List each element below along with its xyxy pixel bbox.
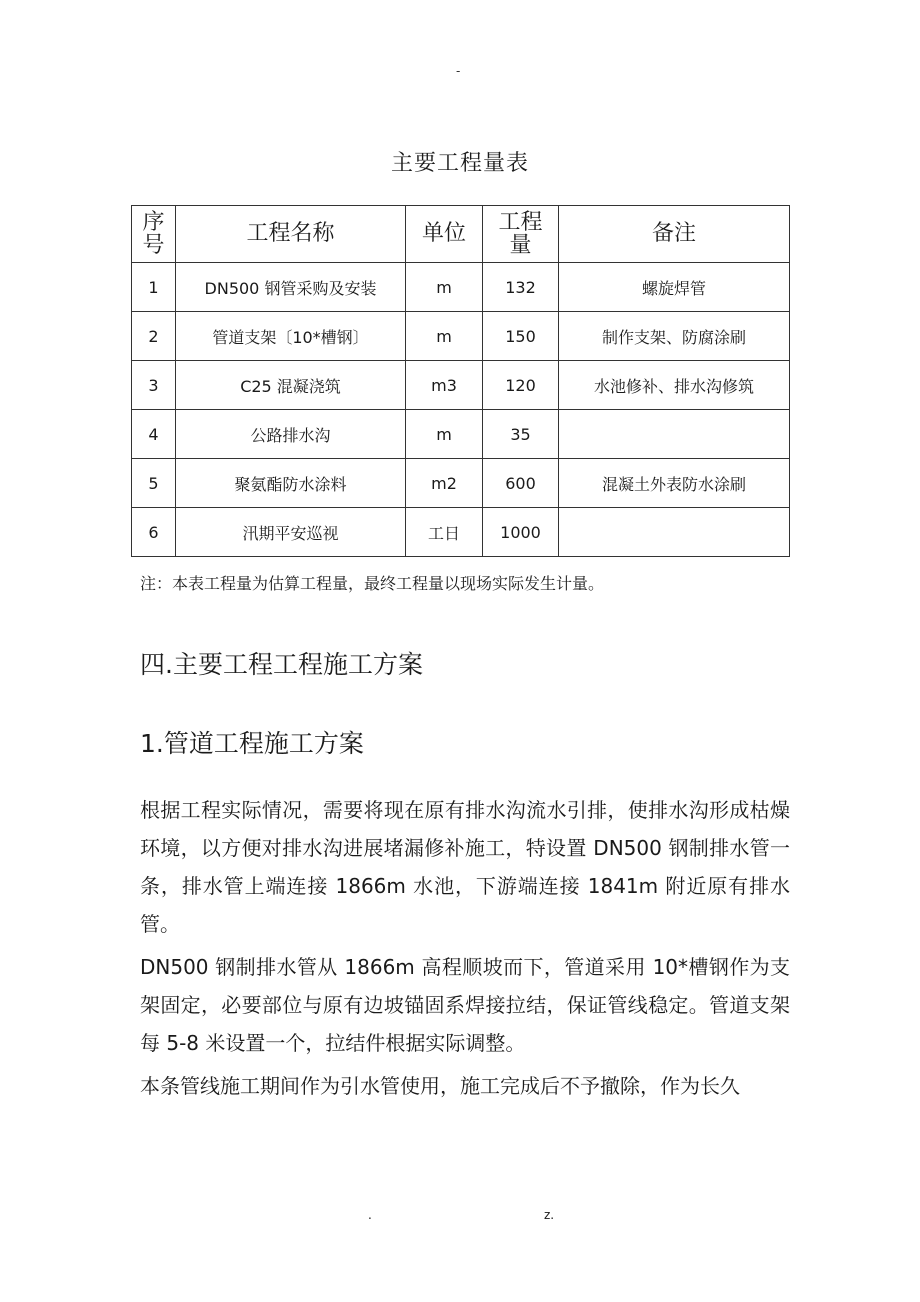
cell-remarks (559, 508, 790, 557)
cell-name: DN500 钢管采购及安装 (176, 263, 406, 312)
header-quantity-line-2: 量 (509, 233, 532, 258)
cell-quantity: 120 (483, 361, 559, 410)
cell-remarks: 水池修补、排水沟修筑 (559, 361, 790, 410)
paragraph: 本条管线施工期间作为引水管使用，施工完成后不予撤除，作为长久 (140, 1074, 740, 1098)
header-quantity-line-1: 工程 (498, 209, 543, 235)
header-name: 工程名称 (176, 206, 406, 263)
cell-unit: m (406, 312, 483, 361)
paragraph: 根据工程实际情况，需要将现在原有排水沟流水引排，使排水沟形成枯燥环境，以方便对排水沟进展堵漏修补施工，特设置 DN500 钢制排水管一条，排水管上端连接 1866m 水池，下游端连接 1841m 附近原有排水管。 (140, 798, 790, 936)
body-text (140, 791, 790, 1110)
header-quantity (483, 206, 559, 263)
section-heading: 四.主要工程工程施工方案 (140, 650, 423, 679)
cell-quantity: 132 (483, 263, 559, 312)
cell-unit: m3 (406, 361, 483, 410)
table-note: 注：本表工程量为估算工程量，最终工程量以现场实际发生计量。 (140, 574, 605, 593)
header-remarks: 备注 (559, 206, 790, 263)
cell-quantity: 600 (483, 459, 559, 508)
table-row (132, 263, 790, 312)
quantity-table (131, 205, 790, 557)
subsection-heading: 1.管道工程施工方案 (140, 729, 364, 758)
cell-index: 1 (132, 263, 176, 312)
cell-remarks: 制作支架、防腐涂刷 (559, 312, 790, 361)
cell-name: 汛期平安巡视 (176, 508, 406, 557)
table-header-row (132, 206, 790, 263)
cell-remarks: 螺旋焊管 (559, 263, 790, 312)
cell-name: 公路排水沟 (176, 410, 406, 459)
table-row (132, 508, 790, 557)
cell-quantity: 35 (483, 410, 559, 459)
cell-index: 6 (132, 508, 176, 557)
cell-index: 3 (132, 361, 176, 410)
header-index-line-1: 序 (142, 209, 165, 235)
cell-remarks: 混凝土外表防水涂刷 (559, 459, 790, 508)
header-unit: 单位 (406, 206, 483, 263)
page-footer-left: . (368, 1208, 372, 1222)
table-row (132, 459, 790, 508)
header-index-line-2: 号 (142, 233, 165, 258)
cell-name: C25 混凝浇筑 (176, 361, 406, 410)
table-row (132, 312, 790, 361)
cell-unit: m (406, 263, 483, 312)
cell-name: 聚氨酯防水涂料 (176, 459, 406, 508)
header-index (132, 206, 176, 263)
cell-index: 5 (132, 459, 176, 508)
cell-name: 管道支架〔10*槽钢〕 (176, 312, 406, 361)
cell-index: 4 (132, 410, 176, 459)
cell-quantity: 150 (483, 312, 559, 361)
page-header-mark: - (456, 64, 461, 78)
table-row (132, 410, 790, 459)
cell-unit: m (406, 410, 483, 459)
page-footer-right: z. (544, 1208, 555, 1222)
cell-quantity: 1000 (483, 508, 559, 557)
cell-remarks (559, 410, 790, 459)
cell-unit: 工日 (406, 508, 483, 557)
cell-index: 2 (132, 312, 176, 361)
cell-unit: m2 (406, 459, 483, 508)
table-row (132, 361, 790, 410)
paragraph: DN500 钢制排水管从 1866m 高程顺坡而下，管道采用 10*槽钢作为支架固定，必要部位与原有边坡锚固系焊接拉结，保证管线稳定。管道支架每 5-8 米设置一个，拉结件根据实际调整。 (140, 955, 790, 1055)
table-title: 主要工程量表 (390, 151, 529, 176)
